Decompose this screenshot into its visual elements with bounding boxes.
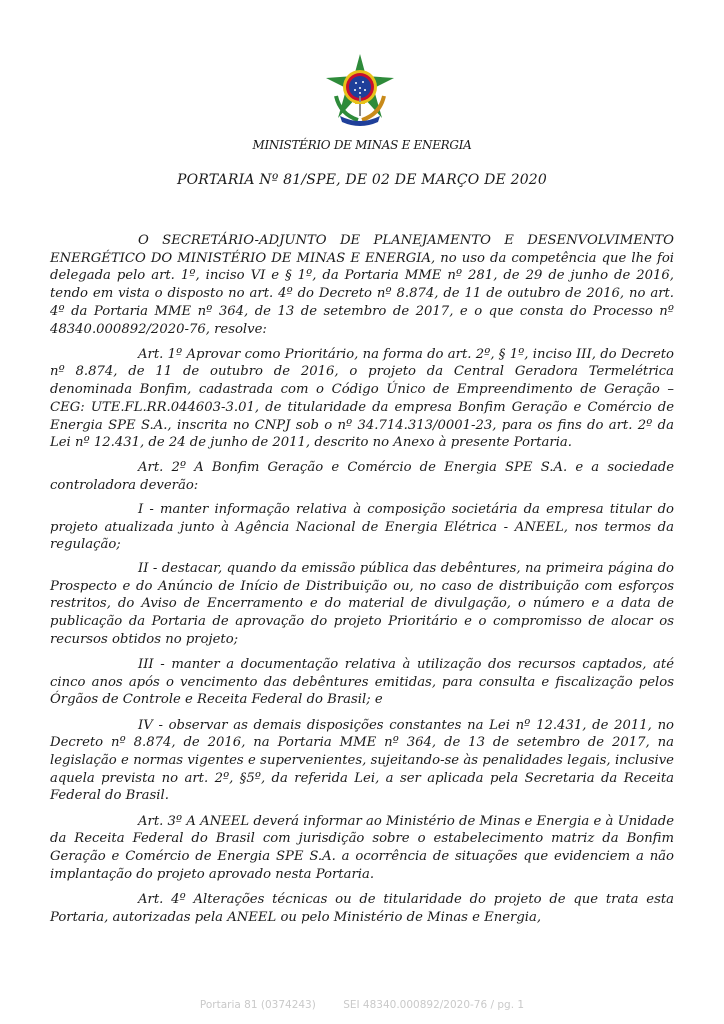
portaria-title: PORTARIA Nº 81/SPE, DE 02 DE MARÇO DE 2020 xyxy=(176,172,548,188)
article-2-paragraph: Art. 2º A Bonfim Geração e Comércio de Energia SPE S.A. e a sociedade controladora deverão: xyxy=(50,460,674,494)
article-3-paragraph: Art. 3º A ANEEL deverá informar ao Ministério de Minas e Energia e à Unidade da Receita Federal do Brasil com jurisdição sobre o estabelecimento matriz da Bonfim Geração e Comércio de Energia SPE S.A. a ocorrência de situações que evidenciem a não implantação do projeto aprovado nesta Portaria. xyxy=(50,813,674,882)
article-4-paragraph: Art. 4º Alterações técnicas ou de titularidade do projeto de que trata esta Portaria, autorizadas pela ANEEL ou pelo Ministério de Minas e Energia, xyxy=(50,891,674,925)
item-ii-paragraph: II - destacar, quando da emissão pública das debêntures, na primeira página do Prospecto e do Anúncio de Início de Distribuição ou, no caso de distribuição com esforços restritos, do Aviso de Encerramento e do material de divulgação, o número e a data de publicação da Portaria de aprovação do projeto Prioritário e o compromisso de alocar os recursos obtidos no projeto; xyxy=(50,560,674,647)
footer-document-id: Portaria 81 (0374243) xyxy=(199,999,316,1011)
preamble-paragraph: O SECRETÁRIO-ADJUNTO DE PLANEJAMENTO E DESENVOLVIMENTO ENERGÉTICO DO MINISTÉRIO DE MINAS E ENERGIA, no uso da competência que lhe foi delegada pelo art. 1º, inciso VI e § 1º, da Portaria MME nº 281, de 29 de junho de 2016, tendo em vista o disposto no art. 4º do Decreto nº 8.874, de 11 de outubro de 2016, no art. 4º da Portaria MME nº 364, de 13 de setembro de 2017, e o que consta do Processo nº 48340.000892/2020-76, resolve: xyxy=(50,233,674,337)
page-footer xyxy=(0,999,724,1011)
item-iv-paragraph: IV - observar as demais disposições constantes na Lei nº 12.431, de 2011, no Decreto nº 8.874, de 2016, na Portaria MME nº 364, de 13 de setembro de 2017, na legislação e normas vigentes e supervenientes, sujeitando-se às penalidades legais, inclusive aquela prevista no art. 2º, §5º, da referida Lei, a ser aplicada pela Secretaria da Receita Federal do Brasil. xyxy=(50,717,674,804)
ministry-name: MINISTÉRIO DE MINAS E ENERGIA xyxy=(252,138,472,152)
article-1-paragraph: Art. 1º Aprovar como Prioritário, na forma do art. 2º, § 1º, inciso III, do Decreto nº 8.874, de 11 de outubro de 2016, o projeto da Central Geradora Termelétrica denominada Bonfim, cadastrada com o Código Único de Empreendimento de Geração – CEG: UTE.FL.RR.044603-3.01, de titularidade da empresa Bonfim Geração e Comércio de Energia SPE S.A., inscrita no CNPJ sob o nº 34.714.313/0001-23, para os fins do art. 2º da Lei nº 12.431, de 24 de junho de 2011, descrito no Anexo à presente Portaria. xyxy=(50,346,674,451)
brazil-coat-of-arms-icon xyxy=(322,52,398,128)
item-iii-paragraph: III - manter a documentação relativa à utilização dos recursos captados, até cinco anos após o vencimento das debêntures emitidas, para consulta e fiscalização pelos Órgãos de Controle e Receita Federal do Brasil; e xyxy=(50,656,674,708)
document-body xyxy=(50,232,674,934)
item-i-paragraph: I - manter informação relativa à composição societária da empresa titular do projeto atualizada junto à Agência Nacional de Energia Elétrica - ANEEL, nos termos da regulação; xyxy=(50,501,674,553)
footer-process-page: SEI 48340.000892/2020-76 / pg. 1 xyxy=(343,999,525,1011)
